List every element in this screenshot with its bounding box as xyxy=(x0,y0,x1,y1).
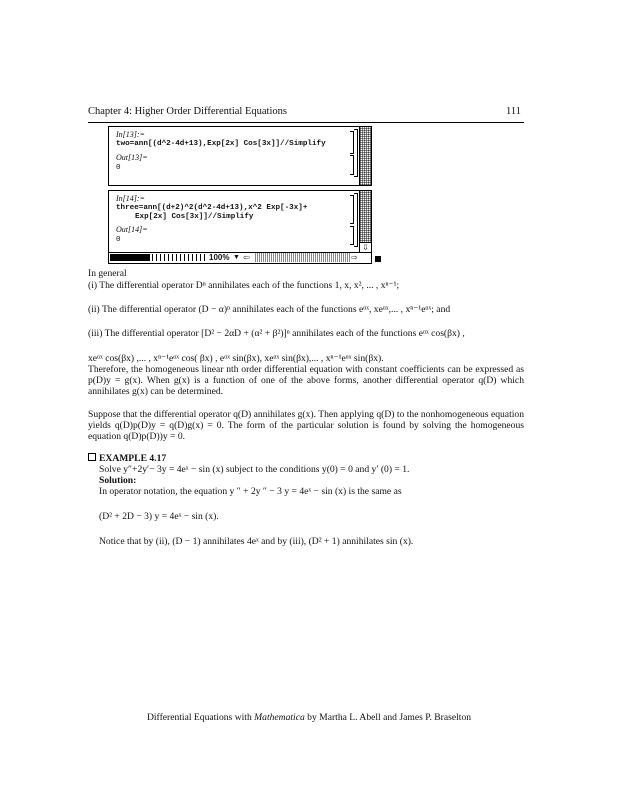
example-title xyxy=(88,453,166,464)
checkbox-square-icon xyxy=(88,453,96,461)
output-label-13: Out[13]= xyxy=(116,153,148,162)
output-value-14: 0 xyxy=(116,236,121,244)
solution-label: Solution: xyxy=(99,475,137,486)
item-iii-continued: xeᵅˣ cos(βx) ,... , xⁿ⁻¹eᵅˣ cos( βx) , eᵅˣ sin(βx), xeᵅˣ sin(βx),... , xⁿ⁻¹eᵅˣ sin(βx). xyxy=(88,353,384,364)
footer-after: by Martha L. Abell and James P. Braselton xyxy=(304,712,472,723)
output-label-14: Out[14]= xyxy=(116,225,148,234)
footer-before: Differential Equations with xyxy=(146,712,255,723)
notice-line: Notice that by (ii), (D − 1) annihilates 4eˣ and by (iii), (D² + 1) annihilates sin (x). xyxy=(99,536,414,547)
item-ii: (ii) The differential operator (D − α)ⁿ annihilates each of the functions eᵅˣ, xeᵅˣ,... , xⁿ⁻¹eᵅˣ; and xyxy=(88,304,451,315)
input-label-13: In[13]:= xyxy=(116,130,145,139)
zoom-level[interactable]: 100% xyxy=(209,253,230,262)
input-label-14: In[14]:= xyxy=(116,194,145,203)
notebook-window-2[interactable] xyxy=(108,190,372,264)
chapter-header: Chapter 4: Higher Order Differential Equations xyxy=(88,106,287,117)
item-i: (i) The differential operator Dⁿ annihilates each of the functions 1, x, x², ... , xⁿ⁻¹; xyxy=(88,280,400,291)
header-rule xyxy=(88,122,524,123)
scroll-right-icon[interactable]: ⇨ xyxy=(351,253,358,262)
horizontal-scrollbar[interactable] xyxy=(255,253,351,262)
status-bar xyxy=(109,252,371,263)
ruler-icon xyxy=(110,254,150,261)
scroll-left-icon[interactable]: ⇦ xyxy=(243,253,250,262)
page-number: 111 xyxy=(506,106,521,117)
item-iii: (iii) The differential operator [D² − 2αD + (α² + β²)]ⁿ annihilates each of the functions eᵅˣ cos(βx) , xyxy=(88,328,465,339)
scroll-down-icon[interactable]: ⇩ xyxy=(359,242,371,253)
cell-bracket-group-14[interactable] xyxy=(354,193,358,247)
paragraph-annihilator: Suppose that the differential operator q(D) annihilates g(x). Then applying q(D) to the nonhomogeneous equation yields q(D)p(D)y = q(D)g(x) = 0. The form of the particular solution is found by solving the homogeneous equation q(D)p(D))y = 0. xyxy=(88,409,524,442)
output-value-13: 0 xyxy=(116,164,121,172)
ruler-ticks xyxy=(152,254,206,261)
input-code-13[interactable]: two=ann[(d^2-4d+13),Exp[2x] Cos[3x]]//Simplify xyxy=(116,140,326,148)
example-title-text: EXAMPLE 4.17 xyxy=(99,453,167,464)
cell-bracket-group-13[interactable] xyxy=(354,129,358,177)
scrollbar-1[interactable] xyxy=(359,127,371,185)
solution-line: In operator notation, the equation y ″ + 2y ″ − 3 y = 4eˣ − sin (x) is the same as xyxy=(99,486,402,497)
input-code-14-line2[interactable]: Exp[2x] Cos[3x]]//Simplify xyxy=(135,213,254,221)
zoom-dropdown-icon[interactable]: ▼ xyxy=(233,254,240,261)
in-general-heading: In general xyxy=(88,268,127,279)
footer-italic: Mathematica xyxy=(254,712,305,723)
example-statement: Solve y″+2y′− 3y = 4eˣ − sin (x) subject to the conditions y(0) = 0 and y′ (0) = 1. xyxy=(99,464,410,475)
footer-citation xyxy=(0,712,618,723)
input-code-14-line1[interactable]: three=ann[(d+2)^2(d^2-4d+13),x^2 Exp[-3x]+ xyxy=(116,204,308,212)
end-of-example-square-icon xyxy=(375,256,381,262)
paragraph-homogeneous: Therefore, the homogeneous linear nth order differential equation with constant coefficients can be expressed as p(D)y = g(x). When g(x) is a function of one of the above forms, another differential operator q(D) which annihilates g(x) can be determined. xyxy=(88,364,524,397)
notebook-window-1[interactable] xyxy=(108,126,372,186)
operator-equation: (D² + 2D − 3) y = 4eˣ − sin (x). xyxy=(99,511,219,522)
